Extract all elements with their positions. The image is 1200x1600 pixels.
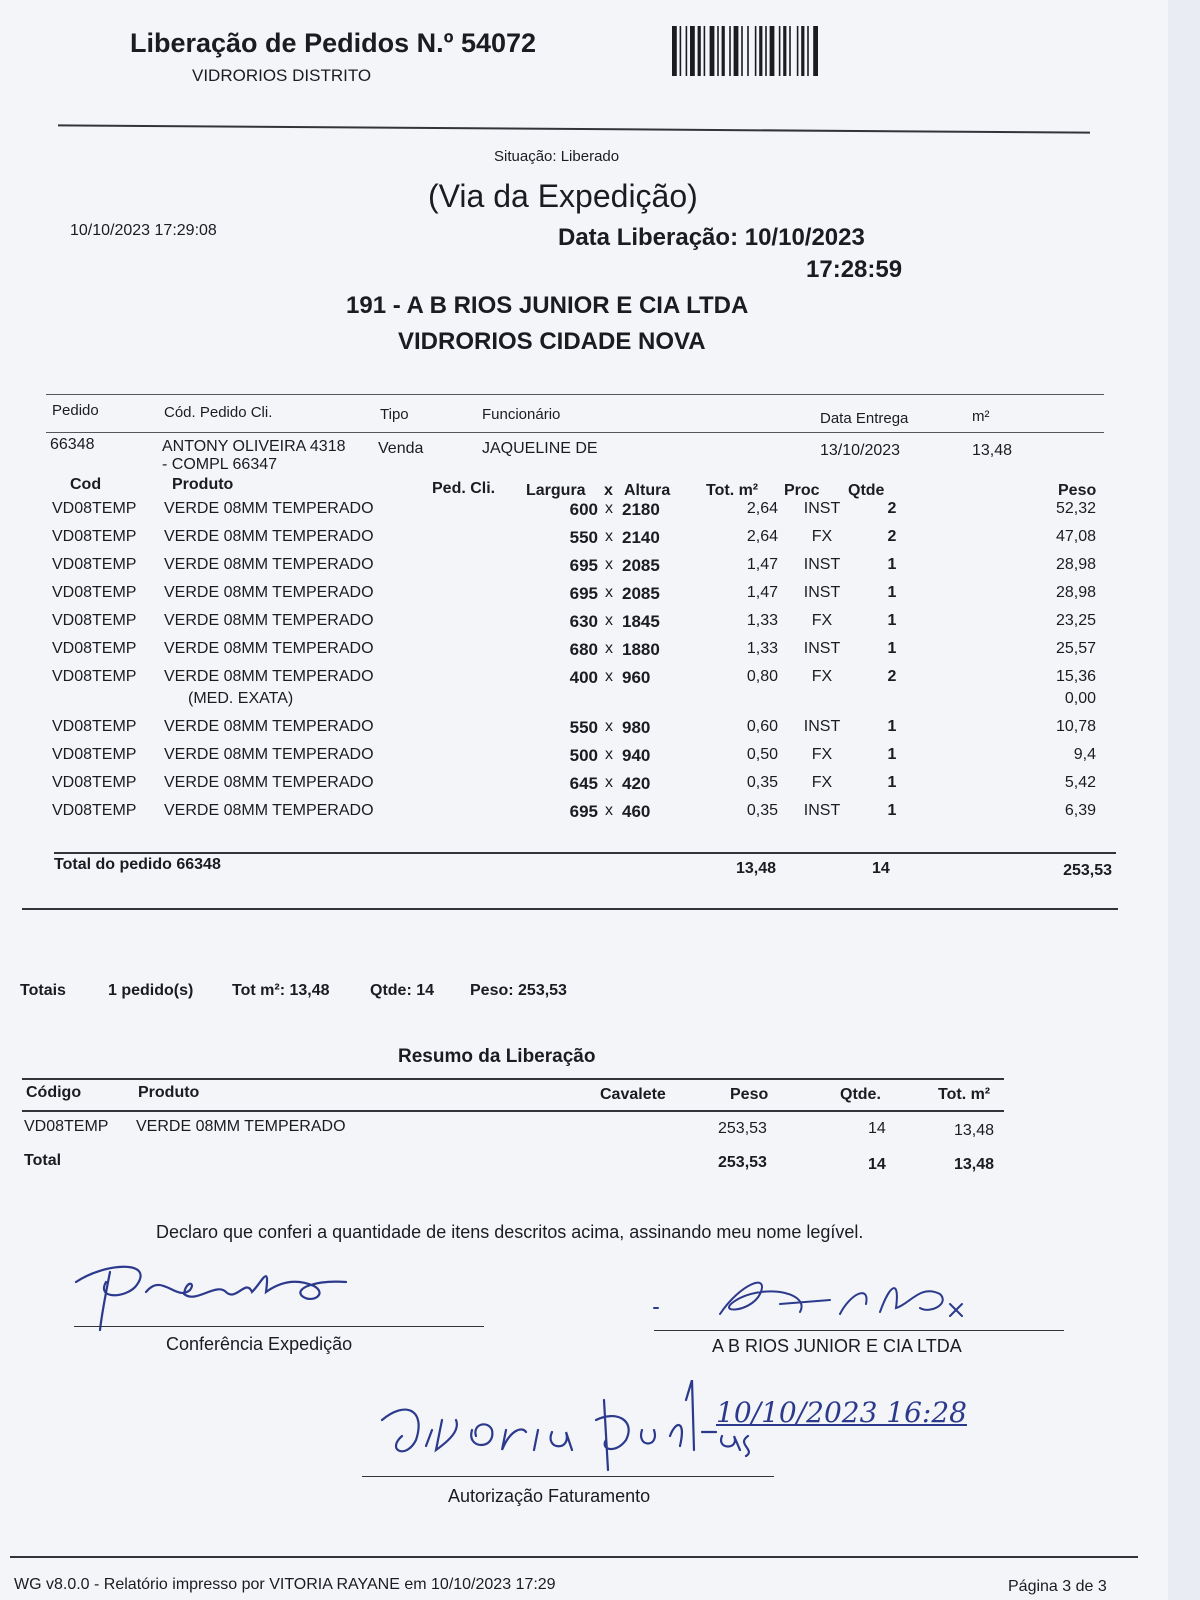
summary-total-peso: 253,53 [718,1154,767,1171]
label-m2: m² [972,408,990,425]
cell-proc: FX [811,746,833,763]
order-number: 66348 [50,436,95,453]
label-cod-pedido-cli: Cód. Pedido Cli. [164,404,273,421]
cell-x: x [605,640,613,657]
barcode-bar [710,26,715,76]
cell-cod: VD08TEMP [52,612,137,629]
cell-altura: 2085 [622,584,660,603]
barcode-bar [813,26,818,76]
cell-cod: VD08TEMP [52,746,137,763]
cell-qtde: 2 [887,528,897,545]
cell-tot-m2: 2,64 [746,528,778,545]
barcode-bar [747,26,749,76]
cell-produto: VERDE 08MM TEMPERADO [164,746,374,763]
cell-x: x [605,556,613,573]
cell-peso: 28,98 [1055,556,1096,573]
cell-largura: 695 [569,802,598,821]
cell-tot-m2: 0,35 [746,802,778,819]
barcode-bar [797,26,799,76]
footer-printed-by: WG v8.0.0 - Relatório impresso por VITORIA RAYANE em 10/10/2023 17:29 [14,1576,556,1593]
barcode-bar [765,26,767,76]
order-total-peso: 253,53 [1063,862,1112,879]
cell-proc: INST [803,802,841,819]
cell-largura: 695 [569,584,598,603]
col-produto: Produto [172,476,234,493]
cell-qtde: 1 [887,746,897,763]
cell-cod: VD08TEMP [52,640,137,657]
release-time: 17:28:59 [806,256,903,283]
barcode-bar [779,26,781,76]
order-total-m2: 13,48 [735,860,776,877]
cell-proc: FX [811,528,833,545]
table-row [52,612,1116,640]
cell-x: x [605,500,613,517]
cell-qtde: 2 [887,500,897,517]
summary-col-qtde: Qtde. [840,1086,881,1103]
summary-total-label: Total [24,1152,62,1169]
footer-rule [10,1556,1138,1558]
cell-produto: VERDE 08MM TEMPERADO [164,668,374,685]
cell-altura: 2140 [622,528,660,547]
table-row [52,556,1116,584]
order-area: 13,48 [972,442,1013,459]
table-row [52,802,1116,830]
cell-tot-m2: 0,35 [746,774,778,791]
cell-cod: VD08TEMP [52,718,137,735]
order-type: Venda [378,440,424,457]
barcode-bar [729,26,731,76]
cell-proc: FX [811,612,833,629]
cell-qtde: 2 [887,668,897,685]
table-row [52,690,1116,718]
cell-produto: VERDE 08MM TEMPERADO [164,556,374,573]
section-divider [22,908,1118,910]
cell-produto: VERDE 08MM TEMPERADO [164,584,374,601]
barcode-bar [690,26,695,76]
cell-largura: 500 [569,746,598,765]
cell-proc: FX [811,668,833,685]
declaration-text: Declaro que conferi a quantidade de itens descritos acima, assinando meu nome legível. [156,1222,864,1242]
cell-altura: 2180 [622,500,660,519]
summary-top-rule [22,1078,1004,1080]
barcode-bar [698,26,701,76]
cell-cod: VD08TEMP [52,556,137,573]
cell-tot-m2: 1,47 [746,556,778,573]
signature-label-conferencia: Conferência Expedição [166,1334,353,1354]
cell-proc: INST [803,640,841,657]
cell-peso: 10,78 [1055,718,1096,735]
cell-x: x [605,584,613,601]
cell-peso: 52,32 [1055,500,1096,517]
barcode-bar [741,26,743,76]
cell-cod: VD08TEMP [52,668,137,685]
table-row [52,640,1116,668]
cell-tot-m2: 0,50 [746,746,778,763]
cell-tot-m2: 0,80 [746,668,778,685]
totals-qtde: Qtde: 14 [370,982,435,999]
cell-tot-m2: 2,64 [746,500,778,517]
barcode-bar [789,26,791,76]
summary-header-rule [22,1110,1004,1112]
label-data-entrega: Data Entrega [820,410,909,427]
label-tipo: Tipo [380,406,409,423]
table-row [52,746,1116,774]
signature-line-autorizacao [362,1476,774,1477]
cell-proc: FX [811,774,833,791]
signature-autorizacao [376,1380,756,1480]
cell-largura: 550 [569,718,598,737]
cell-qtde: 1 [887,612,897,629]
table-row [52,584,1116,612]
order-header-top-rule [46,394,1104,395]
cell-produto: VERDE 08MM TEMPERADO [164,528,374,545]
summary-col-peso: Peso [730,1086,769,1103]
order-client-code-cont: - COMPL 66347 [162,456,278,473]
release-date: Data Liberação: 10/10/2023 [558,224,865,251]
col-qtde: Qtde [848,482,885,499]
cell-qtde: 1 [887,556,897,573]
cell-produto: VERDE 08MM TEMPERADO [164,500,374,517]
footer-page-number: Página 3 de 3 [1008,1578,1107,1595]
table-row [52,528,1116,556]
cell-x: x [605,746,613,763]
cell-qtde: 1 [887,584,897,601]
cell-x: x [605,612,613,629]
signature-cliente [650,1264,990,1344]
cell-largura: 600 [569,500,598,519]
order-client-code: ANTONY OLIVEIRA 4318 [162,438,346,455]
cell-cod: VD08TEMP [52,500,137,517]
cell-peso: 0,00 [1064,690,1096,707]
barcode-image [672,26,852,76]
summary-total-qtde: 14 [868,1156,886,1173]
cell-peso: 9,4 [1073,746,1096,763]
summary-col-codigo: Código [26,1084,82,1101]
cell-produto: (MED. EXATA) [188,690,294,707]
cell-qtde: 1 [887,718,897,735]
summary-row-tot-m2: 13,48 [954,1122,995,1139]
cell-peso: 5,42 [1064,774,1096,791]
cell-largura: 400 [569,668,598,687]
order-total-qtde: 14 [872,860,890,877]
order-total-label: Total do pedido 66348 [54,856,221,873]
barcode-bar [686,26,688,76]
table-row [52,500,1116,528]
summary-total-tot-m2: 13,48 [954,1156,995,1173]
cell-cod: VD08TEMP [52,528,137,545]
barcode-bar [717,26,719,76]
barcode-bar [672,26,677,76]
barcode-bar [680,26,682,76]
order-employee: JAQUELINE DE [482,440,598,457]
barcode-bar [722,26,725,76]
client-store: VIDRORIOS CIDADE NOVA [398,328,706,355]
table-row [52,774,1116,802]
cell-tot-m2: 1,47 [746,584,778,601]
summary-row-produto: VERDE 08MM TEMPERADO [136,1118,346,1135]
col-peso: Peso [1058,482,1097,499]
totals-m2: Tot m²: 13,48 [232,982,330,999]
order-header-bottom-rule [46,432,1104,433]
cell-peso: 15,36 [1055,668,1096,685]
copy-label: (Via da Expedição) [428,178,698,214]
cell-altura: 940 [622,746,651,765]
cell-produto: VERDE 08MM TEMPERADO [164,640,374,657]
barcode-bar [770,26,775,76]
header-divider [58,124,1090,133]
signature-line-cliente [654,1330,1064,1331]
cell-altura: 460 [622,802,651,821]
handwritten-date: 10/10/2023 16:28 [716,1396,967,1429]
col-largura: Largura [526,482,586,499]
cell-altura: 1845 [622,612,660,631]
status-text: Situação: Liberado [494,148,620,165]
cell-tot-m2: 1,33 [746,612,778,629]
cell-x: x [605,528,613,545]
summary-col-produto: Produto [138,1084,200,1101]
table-row [52,718,1116,746]
cell-proc: INST [803,718,841,735]
document-title: Liberação de Pedidos N.º 54072 [130,28,537,58]
cell-altura: 420 [622,774,651,793]
barcode-bar [807,26,809,76]
signature-label-cliente: A B RIOS JUNIOR E CIA LTDA [712,1336,962,1356]
cell-peso: 28,98 [1055,584,1096,601]
items-total-rule [54,852,1116,854]
summary-col-cavalete: Cavalete [600,1086,666,1103]
cell-largura: 645 [569,774,598,793]
cell-proc: INST [803,556,841,573]
cell-tot-m2: 0,60 [746,718,778,735]
cell-peso: 47,08 [1055,528,1096,545]
cell-proc: INST [803,500,841,517]
barcode-bar [759,26,762,76]
cell-produto: VERDE 08MM TEMPERADO [164,612,374,629]
cell-cod: VD08TEMP [52,584,137,601]
print-datetime: 10/10/2023 17:29:08 [70,222,217,239]
barcode-bar [755,26,757,76]
cell-largura: 630 [569,612,598,631]
summary-col-tot-m2: Tot. m² [938,1086,991,1103]
cell-produto: VERDE 08MM TEMPERADO [164,802,374,819]
cell-cod: VD08TEMP [52,774,137,791]
cell-produto: VERDE 08MM TEMPERADO [164,774,374,791]
cell-qtde: 1 [887,802,897,819]
col-tot-m2: Tot. m² [706,482,759,499]
cell-largura: 680 [569,640,598,659]
barcode-bar [734,26,739,76]
cell-x: x [605,802,613,819]
client-name: 191 - A B RIOS JUNIOR E CIA LTDA [346,292,749,319]
summary-title: Resumo da Liberação [398,1046,596,1067]
col-cod: Cod [70,476,102,493]
cell-x: x [605,668,613,685]
cell-peso: 6,39 [1064,802,1096,819]
totals-orders: 1 pedido(s) [108,982,194,999]
col-altura: Altura [624,482,671,499]
cell-produto: VERDE 08MM TEMPERADO [164,718,374,735]
label-pedido: Pedido [52,402,99,419]
cell-x: x [605,718,613,735]
order-delivery-date: 13/10/2023 [820,442,901,459]
cell-x: x [605,774,613,791]
totals-peso: Peso: 253,53 [470,982,567,999]
barcode-bar [783,26,786,76]
cell-qtde: 1 [887,774,897,791]
signature-label-autorizacao: Autorização Faturamento [448,1486,651,1506]
summary-row-codigo: VD08TEMP [24,1118,109,1135]
cell-peso: 23,25 [1055,612,1096,629]
summary-row-qtde: 14 [868,1120,886,1137]
cell-cod: VD08TEMP [52,802,137,819]
totals-label: Totais [20,982,66,999]
barcode-bar [704,26,706,76]
summary-row-peso: 253,53 [718,1120,767,1137]
label-funcionario: Funcionário [482,406,561,423]
barcode-bar [801,26,804,76]
cell-largura: 550 [569,528,598,547]
col-x: x [604,482,613,499]
col-ped-cli: Ped. Cli. [432,480,496,497]
signature-conferencia [66,1252,386,1332]
cell-qtde: 1 [887,640,897,657]
cell-largura: 695 [569,556,598,575]
col-proc: Proc [784,482,820,499]
cell-altura: 980 [622,718,651,737]
cell-tot-m2: 1,33 [746,640,778,657]
cell-altura: 2085 [622,556,660,575]
signature-line-conferencia [74,1326,484,1327]
cell-peso: 25,57 [1055,640,1096,657]
cell-proc: INST [803,584,841,601]
cell-altura: 960 [622,668,651,687]
issuer-name: VIDRORIOS DISTRITO [192,66,372,85]
cell-altura: 1880 [622,640,660,659]
